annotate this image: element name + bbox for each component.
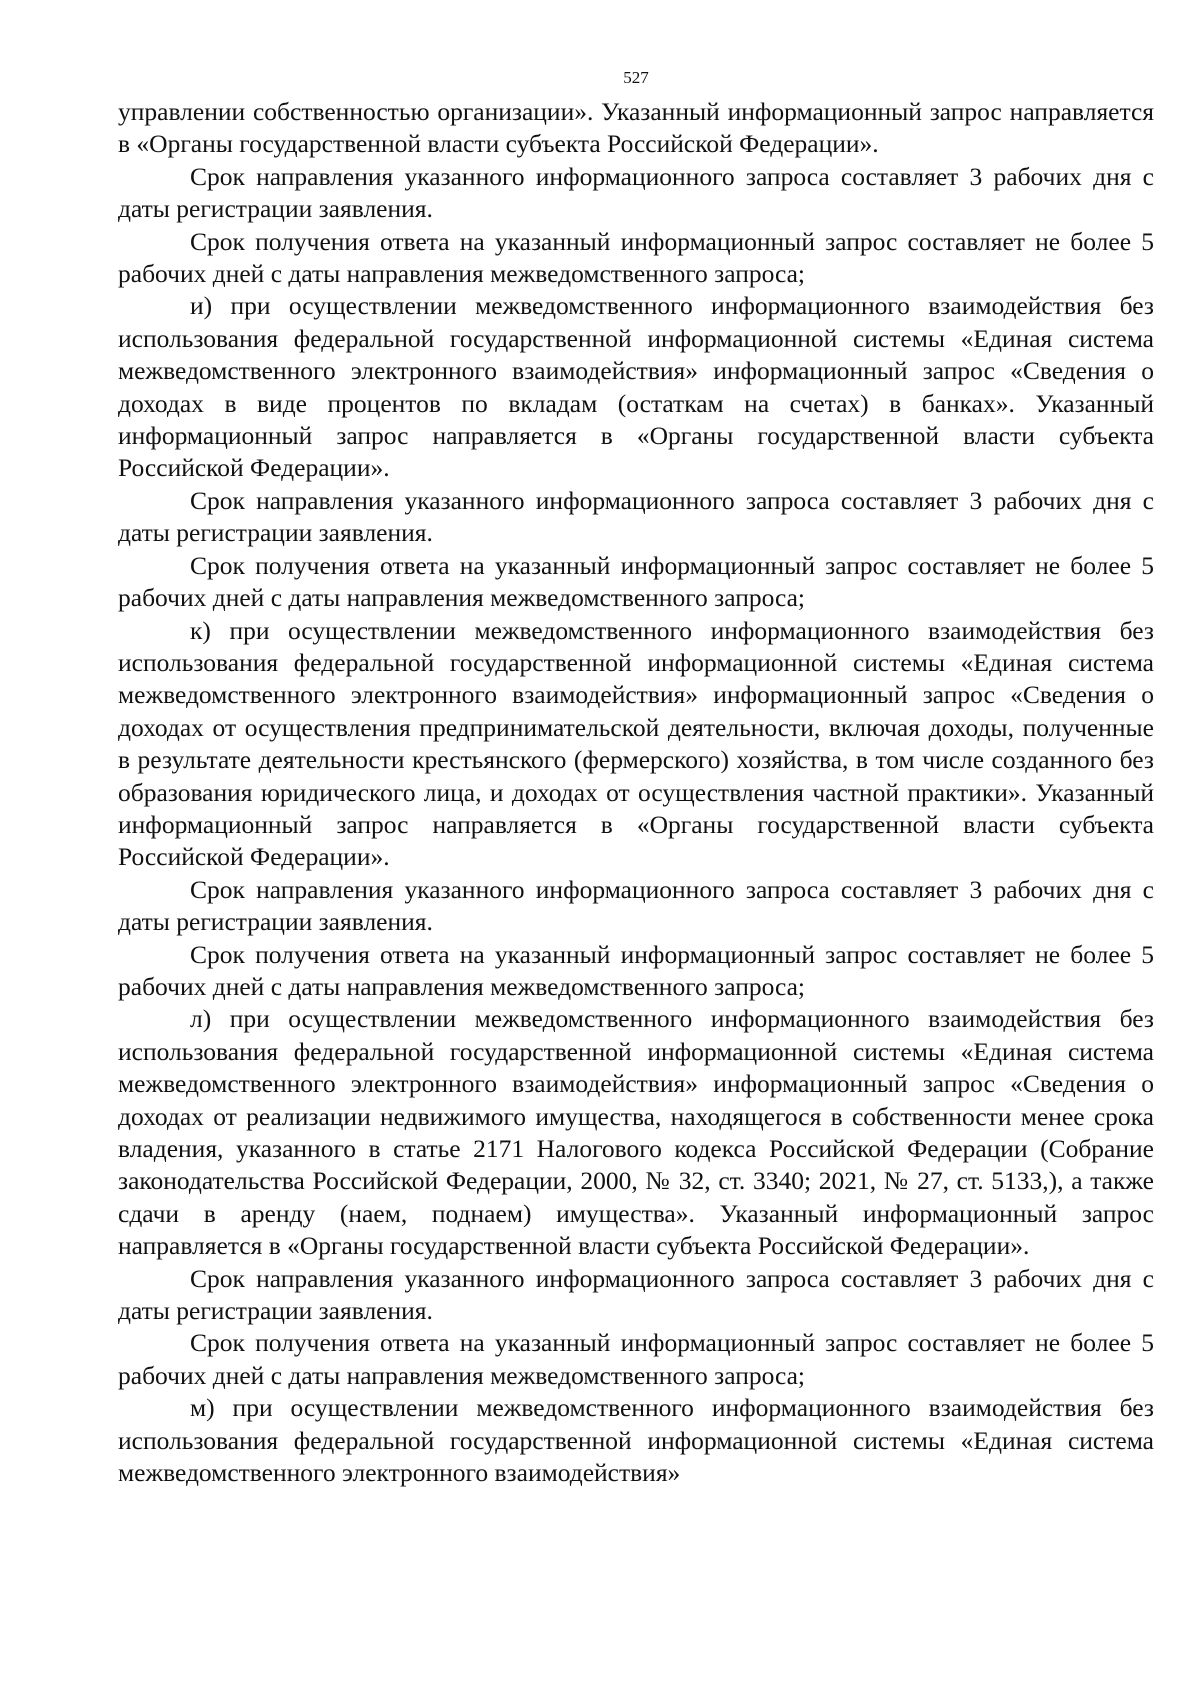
paragraph-deadline-reply: Срок получения ответа на указанный информационный запрос составляет не более 5 рабочих дней с даты направления межведомственного запроса;	[118, 1328, 1154, 1390]
paragraph-continuation: управлении собственностью организации». Указанный информационный запрос направляется в «Органы государственной власти субъекта Российской Федерации».	[118, 97, 1154, 159]
page-number: 527	[623, 68, 649, 87]
paragraph-deadline-reply: Срок получения ответа на указанный информационный запрос составляет не более 5 рабочих дней с даты направления межведомственного запроса;	[118, 226, 1154, 289]
paragraph-item-l: л) при осуществлении межведомственного информационного взаимодействия без использования федеральной государственной информационной системы «Единая система межведомственного электронного взаимодействия» информационный запрос «Сведения о доходах от реализации недвижимого имущества, находящегося в собственности менее срока владения, указанного в статье 2171 Налогового кодекса Российской Федерации (Собрание законодательства Российской Федерации, 2000, № 32, ст. 3340; 2021, № 27, ст. 5133,), а также сдачи в аренду (наем, поднаем) имущества». Указанный информационный запрос направляется в «Органы государственной власти субъекта Российской Федерации».	[118, 1004, 1154, 1261]
paragraph-deadline-send: Срок направления указанного информационного запроса составляет 3 рабочих дня с даты регистрации заявления.	[118, 1263, 1154, 1326]
paragraph-item-k: к) при осуществлении межведомственного информационного взаимодействия без использования федеральной государственной информационной системы «Единая система межведомственного электронного взаимодействия» информационный запрос «Сведения о доходах от осуществления предпринимательской деятельности, включая доходы, полученные в результате деятельности крестьянского (фермерского) хозяйства, в том числе созданного без образования юридического лица, и доходах от осуществления частной практики». Указанный информационный запрос направляется в «Органы государственной власти субъекта Российской Федерации».	[118, 615, 1154, 872]
document-page	[118, 68, 1154, 1489]
paragraph-item-m: м) при осуществлении межведомственного информационного взаимодействия без использования федеральной государственной информационной системы «Единая система межведомственного электронного взаимодействия»	[118, 1393, 1154, 1488]
paragraph-deadline-send: Срок направления указанного информационного запроса составляет 3 рабочих дня с даты регистрации заявления.	[118, 485, 1154, 548]
paragraph-deadline-reply: Срок получения ответа на указанный информационный запрос составляет не более 5 рабочих дней с даты направления межведомственного запроса;	[118, 550, 1154, 613]
paragraph-deadline-send: Срок направления указанного информационного запроса составляет 3 рабочих дня с даты регистрации заявления.	[118, 874, 1154, 937]
paragraph-item-i: и) при осуществлении межведомственного информационного взаимодействия без использования федеральной государственной информационной системы «Единая система межведомственного электронного взаимодействия» информационный запрос «Сведения о доходах в виде процентов по вкладам (остаткам на счетах) в банках». Указанный информационный запрос направляется в «Органы государственной власти субъекта Российской Федерации».	[118, 291, 1154, 483]
paragraph-deadline-reply: Срок получения ответа на указанный информационный запрос составляет не более 5 рабочих дней с даты направления межведомственного запроса;	[118, 939, 1154, 1001]
paragraph-deadline-send: Срок направления указанного информационного запроса составляет 3 рабочих дня с даты регистрации заявления.	[118, 161, 1154, 224]
